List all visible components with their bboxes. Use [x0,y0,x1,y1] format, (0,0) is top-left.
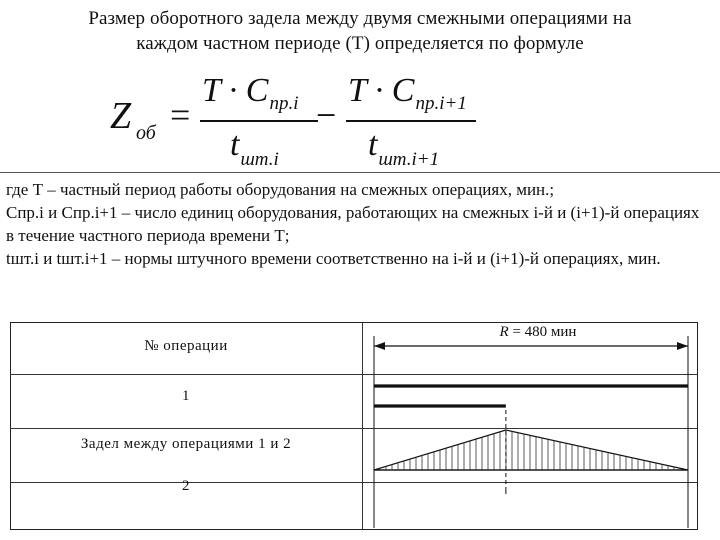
schedule-diagram [10,322,698,530]
legend-line-equipment: Спр.i и Спр.i+1 – число единиц оборудования, работающих на смежных i-й и (i+1)-й операциях в течение частного периода времени Т; [6,203,700,245]
divider [0,172,720,173]
legend-line-time-norms: tшт.i и tшт.i+1 – нормы штучного времени соответственно на i-й и (i+1)-й операциях, мин. [6,249,661,268]
term-2-denominator: $t_{шт.i+1}$ [368,126,440,170]
slide-title [0,6,720,56]
title-line-2: каждом частном периоде (Т) определяется по формуле [136,33,584,54]
formula-lhs-subscript: об [136,122,156,144]
period-label: R = 480 мин [478,324,598,341]
term-1-numerator: $T \cdot C_{пр.i}$ [202,72,299,114]
period-arrow-left [374,342,385,350]
stock-schedule-table [10,322,698,530]
formula-lhs-symbol: Z [110,95,132,137]
stock-formula [110,72,530,172]
formula-minus: − [316,95,337,135]
row-label-operation-1: 1 [182,388,190,404]
formula-legend [6,178,711,270]
term-1-denominator: $t_{шт.i}$ [230,126,279,170]
period-arrow-right [677,342,688,350]
legend-line-period: где Т – частный период работы оборудования на смежных операциях, мин.; [6,180,555,199]
table-header-operation: № операции [144,338,228,354]
term-2-numerator: $T \cdot C_{пр.i+1}$ [348,72,467,114]
formula-equals: = [170,95,191,135]
row-label-operation-2: 2 [182,478,190,494]
term-2-fraction-bar [346,120,476,122]
title-line-1: Размер оборотного задела между двумя смежными операциями на [88,8,632,29]
row-label-stock: Задел между операциями 1 и 2 [80,436,292,452]
stock-profile-triangle [374,430,688,470]
term-1-fraction-bar [200,120,318,122]
